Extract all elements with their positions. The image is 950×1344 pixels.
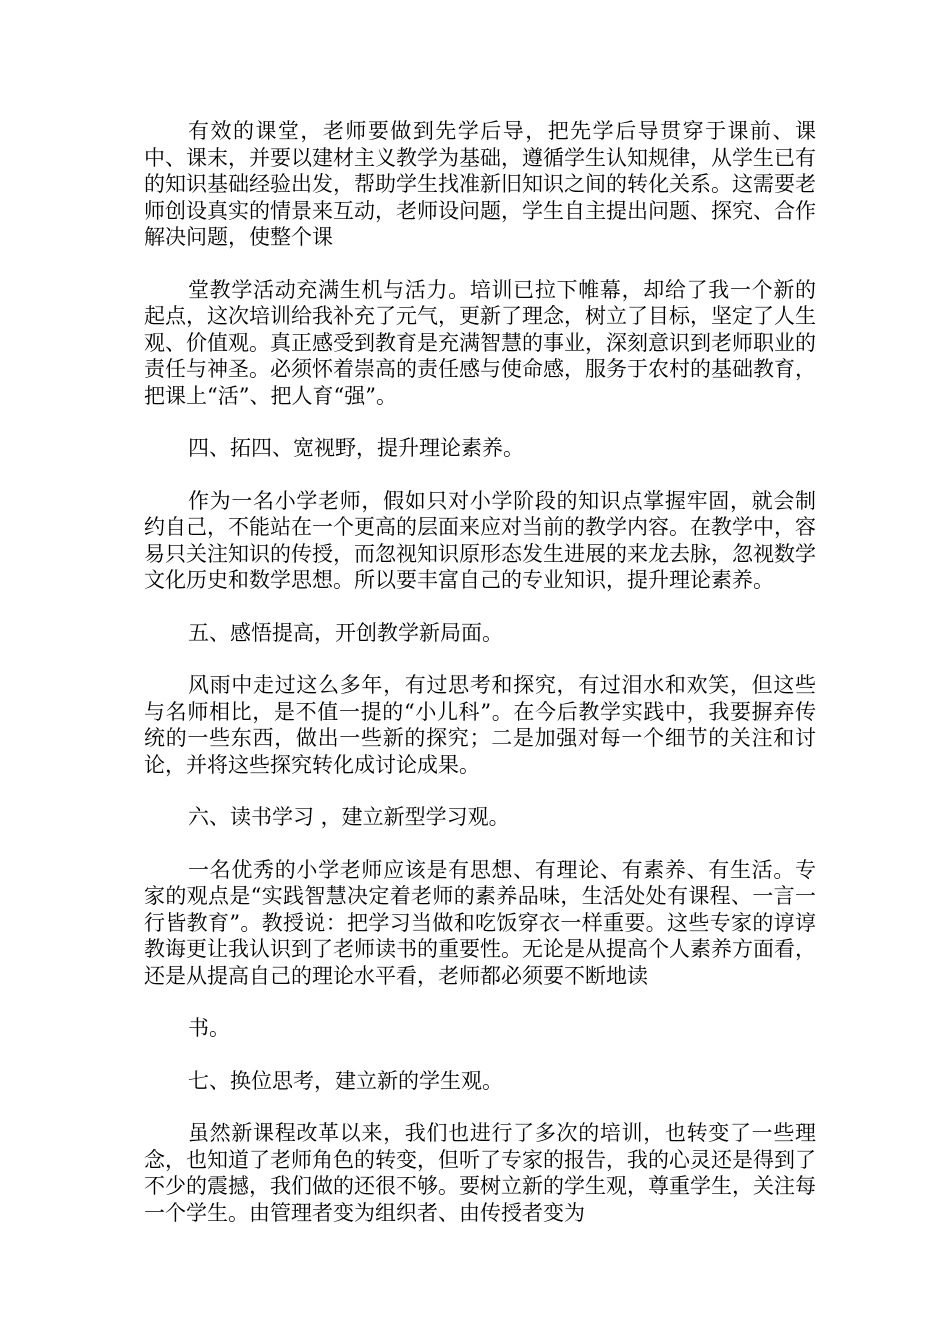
paragraph-reading-continued: 书。 xyxy=(188,1016,230,1040)
section-heading-7: 七、换位思考，建立新的学生观。 xyxy=(188,1068,503,1093)
section-heading-5: 五、感悟提高，开创教学新局面。 xyxy=(188,620,503,645)
section-heading-4: 四、拓四、宽视野，提升理论素养。 xyxy=(188,436,524,460)
document-body xyxy=(144,118,816,1252)
paragraph-student-view: 虽然新课程改革以来，我们也进行了多次的培训，也转变了一些理念，也知道了老师角色的转变，但听了专家的报告，我的心灵还是得到了不少的震撼，我们做的还很不够。要树立新的学生观，尊重学生，关注每一个学生。由管理者变为组织者、由传授者变为 xyxy=(144,1121,816,1225)
paragraph-training-reflection: 堂教学活动充满生机与活力。培训已拉下帷幕，却给了我一个新的起点，这次培训给我补充了元气，更新了理念，树立了目标，坚定了人生观、价值观。真正感受到教育是充满智慧的事业，深刻意识到老师职业的责任与神圣。必须怀着崇高的责任感与使命感，服务于农村的基础教育，把课上“活”、把人育“强”。 xyxy=(144,277,816,408)
paragraph-reading: 一名优秀的小学老师应该是有思想、有理论、有素养、有生活。专家的观点是“实践智慧决定着老师的素养品味，生活处处有课程、一言一行皆教育”。教授说：把学习当做和吃饭穿衣一样重要。这些专家的谆谆教诲更让我认识到了老师读书的重要性。无论是从提高个人素养方面看，还是从提高自己的理论水平看，老师都必须要不断地读 xyxy=(144,857,816,988)
section-heading-6: 六、读书学习 ，建立新型学习观。 xyxy=(188,805,510,829)
paragraph-new-situation: 风雨中走过这么多年，有过思考和探究，有过泪水和欢笑，但这些与名师相比，是不值一提的“小儿科”。在今后教学实践中，我要摒弃传统的一些东西，做出一些新的探究；二是加强对每一个细节的关注和讨论，并将这些探究转化成讨论成果。 xyxy=(144,673,816,777)
paragraph-theory: 作为一名小学老师，假如只对小学阶段的知识点掌握牢固，就会制约自己，不能站在一个更高的层面来应对当前的教学内容。在教学中，容易只关注知识的传授，而忽视知识原形态发生进展的来龙去脉，忽视数学文化历史和数学思想。所以要丰富自己的专业知识，提升理论素养。 xyxy=(144,488,816,592)
paragraph-effective-classroom: 有效的课堂，老师要做到先学后导，把先学后导贯穿于课前、课中、课末，并要以建材主义教学为基础，遵循学生认知规律，从学生已有的知识基础经验出发，帮助学生找准新旧知识之间的转化关系。这需要老师创设真实的情景来互动，老师设问题，学生自主提出问题、探究、合作解决问题，使整个课 xyxy=(144,119,816,249)
